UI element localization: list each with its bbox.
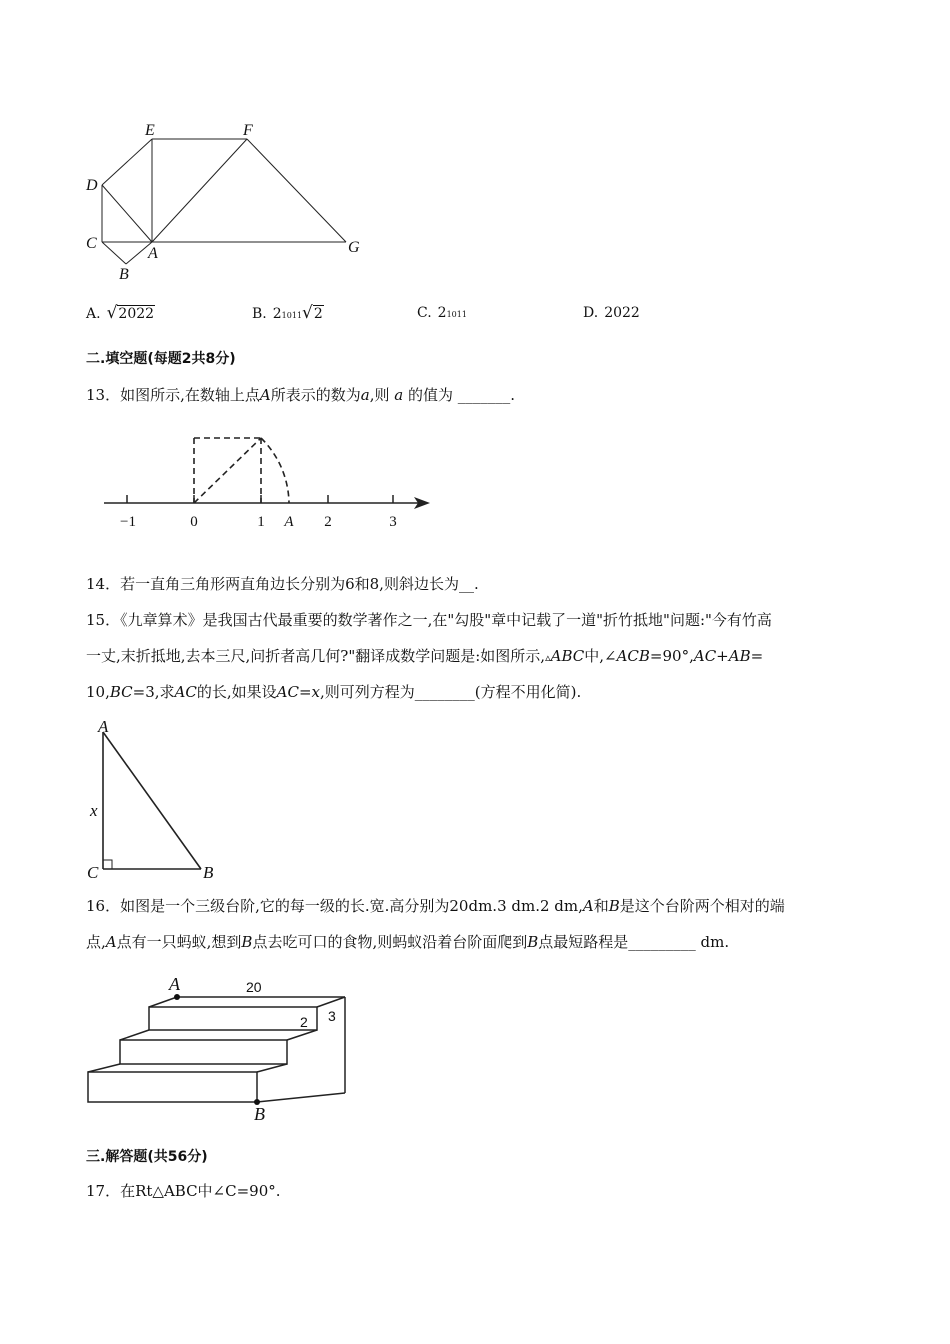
tick-label-two: 2: [324, 514, 332, 530]
variable: A: [259, 386, 271, 404]
text: 点,: [86, 933, 106, 951]
dimension-length: 20: [246, 979, 262, 995]
variable: AB: [728, 647, 751, 665]
text: 中,∠: [584, 647, 617, 665]
variable: AC: [276, 683, 299, 701]
question-14: 14．若一直角三角形两直角边长分别为6和8,则斜边长为__.: [86, 575, 479, 593]
variable: B: [527, 933, 539, 951]
text: 点去吃可口的食物,则蚂蚁沿着台阶面爬到: [252, 933, 528, 951]
tick-label-one: 1: [257, 514, 265, 530]
sqrt-expression: √ 2022: [106, 303, 155, 323]
variable: ACB: [616, 647, 650, 665]
variable: x: [311, 683, 320, 701]
answer-blank: _______: [457, 386, 511, 404]
question-13: [86, 384, 515, 406]
text: 点最短路程是_________ dm.: [538, 933, 730, 951]
text: 所表示的数为: [270, 386, 361, 404]
text: .: [510, 386, 516, 404]
question-15-line-3: [86, 681, 581, 703]
point-label-c: C: [86, 235, 97, 252]
point-label-a: A: [169, 974, 180, 994]
point-label-g: G: [348, 239, 360, 256]
point-label-b: B: [119, 266, 129, 283]
variable: a: [394, 386, 404, 404]
variable: AC: [693, 647, 717, 665]
tick-label-minus-one: −1: [120, 514, 136, 530]
vertex-label-b: B: [203, 863, 214, 882]
text: 10,: [86, 683, 110, 701]
power-exponent: 1011: [281, 311, 303, 320]
sqrt-expression: √ 2: [302, 303, 323, 323]
question-15-line-2: [86, 645, 763, 669]
option-letter: A.: [86, 306, 101, 322]
text: +: [716, 647, 729, 665]
q12-option-a: [86, 305, 155, 322]
dimension-width: 3: [328, 1008, 336, 1024]
option-value: 2022: [604, 305, 640, 321]
variable: B: [608, 897, 620, 915]
section-heading-fill-blank: 二.填空题(每题2共8分): [86, 351, 236, 367]
power-base: 2: [437, 305, 447, 321]
text: =: [750, 647, 764, 665]
staircase-figure: [80, 968, 370, 1128]
variable: B: [241, 933, 253, 951]
text: 点有一只蚂蚁,想到: [116, 933, 242, 951]
number-line-figure: [100, 428, 440, 538]
text: ,则可列方程为________(方程不用化简).: [319, 683, 582, 701]
power-base: 2: [272, 306, 282, 322]
question-17: 17．在Rt△ABC中∠C=90°.: [86, 1182, 281, 1200]
point-label-d: D: [86, 177, 98, 194]
variable: ABC: [550, 647, 585, 665]
variable: a: [360, 386, 370, 404]
text: 和: [593, 897, 609, 915]
vertex-label-a: A: [98, 717, 109, 736]
tick-label-three: 3: [389, 514, 397, 530]
q12-option-b: [252, 305, 324, 322]
text: 的值为: [407, 386, 453, 404]
side-label-x: x: [90, 801, 98, 820]
q12-option-c: [417, 305, 467, 321]
question-16-line-2: [86, 931, 729, 953]
triangle-symbol: ▵: [545, 651, 551, 664]
question-16-line-1: [86, 895, 785, 917]
point-label-f: F: [243, 122, 253, 139]
text: 是这个台阶两个相对的端: [619, 897, 785, 915]
section-heading-answer: 三.解答题(共56分): [86, 1149, 208, 1165]
radicand: 2: [313, 306, 323, 322]
point-label-e: E: [145, 122, 155, 139]
variable: BC: [109, 683, 133, 701]
option-letter: C.: [417, 305, 432, 321]
text: =90°,: [649, 647, 694, 665]
option-letter: D.: [583, 305, 599, 321]
variable: AC: [174, 683, 197, 701]
text: =: [298, 683, 312, 701]
variable: A: [105, 933, 117, 951]
radicand: 2022: [118, 306, 155, 322]
point-label-a: A: [148, 245, 158, 262]
question-number: 13．: [86, 386, 121, 404]
point-label-b: B: [254, 1104, 265, 1124]
text: 如图所示,在数轴上点: [120, 386, 260, 404]
q12-option-d: [583, 305, 640, 321]
text: 16．如图是一个三级台阶,它的每一级的长.宽.高分别为20dm.3 dm.2 dm,: [86, 897, 583, 915]
text: ,则: [369, 386, 390, 404]
q12-figure: [80, 118, 380, 288]
option-letter: B.: [252, 306, 267, 322]
vertex-label-c: C: [87, 863, 99, 882]
text: 一丈,末折抵地,去本三尺,问折者高几何?"翻译成数学问题是:如图所示,: [86, 647, 546, 665]
right-triangle-figure: [82, 716, 232, 886]
variable: A: [582, 897, 594, 915]
point-label-a: A: [284, 514, 294, 530]
tick-label-zero: 0: [190, 514, 198, 530]
text: 的长,如果设: [196, 683, 277, 701]
question-15-line-1: 15．《九章算术》是我国古代最重要的数学著作之一,在"勾股"章中记载了一道"折竹抵地"问题:"今有竹高: [86, 611, 772, 629]
text: =3,求: [132, 683, 175, 701]
power-exponent: 1011: [446, 310, 467, 319]
dimension-height: 2: [300, 1014, 308, 1030]
